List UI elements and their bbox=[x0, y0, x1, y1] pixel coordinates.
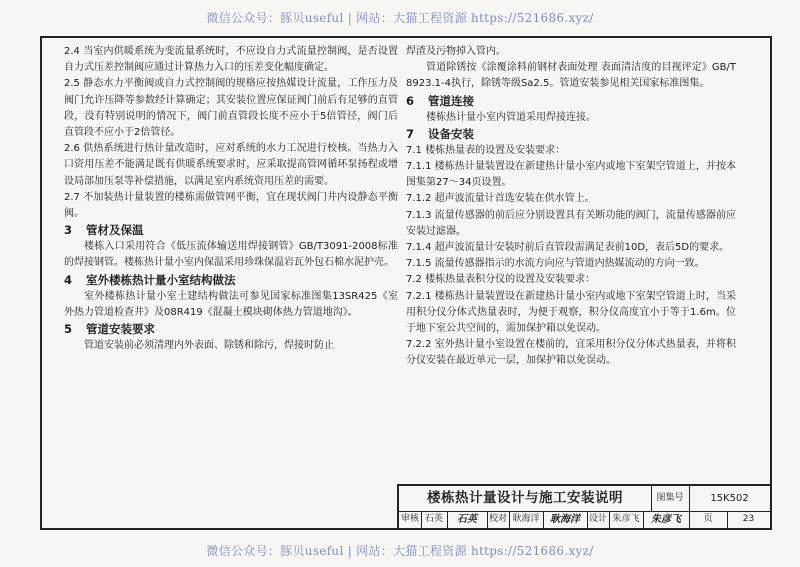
paragraph: 7.1.3 流量传感器的前后应分别设置具有关断功能的阀门，流量传感器前应安装过滤器。 bbox=[406, 209, 736, 237]
checker-name: 耿海洋 bbox=[509, 511, 544, 528]
section-heading bbox=[406, 93, 736, 110]
section-number: 4 bbox=[64, 272, 73, 287]
paragraph: 室外楼栋热计量小室土建结构做法可参见国家标准图集13SR425《室外热力管道检查井》及08R419《混凝土模块砌体热力管道地沟》。 bbox=[64, 290, 398, 318]
section-number: 5 bbox=[64, 322, 73, 337]
paragraph: 7.1 楼栋热量表的设置及安装要求： bbox=[406, 144, 566, 156]
paragraph: 7.2.2 室外热计量小室设置在楼前的，宜采用积分仪分体式热量表，并将积分仪安装在最近单元一层，加保护箱以免误动。 bbox=[406, 339, 736, 367]
atlas-number-label: 图集号 bbox=[651, 486, 690, 511]
section-heading bbox=[406, 126, 736, 143]
paragraph: 7.2 楼栋热量表积分仪的设置及安装要求： bbox=[406, 274, 596, 286]
atlas-number: 15K502 bbox=[710, 493, 749, 504]
section-number: 7 bbox=[406, 126, 415, 141]
section-heading bbox=[64, 272, 398, 289]
paragraph: 2.7 不加装热计量装置的楼栋需做管网平衡，宜在现状阀门井内设静态平衡阀。 bbox=[64, 191, 398, 220]
watermark-top: 微信公众号：豚贝useful | 网站：大猫工程资源 https://521686.xyz/ bbox=[206, 11, 594, 25]
section-title: 管道连接 bbox=[428, 93, 474, 108]
review-label: 审核 bbox=[399, 511, 422, 528]
paragraph: 7.2.1 楼栋热计量装置设在新建热计量小室内或地下室架空管道上时，当采用积分仪分体式热量表时，为便于观察，积分仪高度宜小于等于1.6m。位于地下室公共空间的，需加保护箱以免误动。 bbox=[406, 290, 736, 335]
title-block bbox=[397, 484, 770, 528]
watermark-bottom: 微信公众号：豚贝useful | 网站：大猫工程资源 https://521686.xyz/ bbox=[206, 544, 594, 558]
section-heading bbox=[64, 222, 398, 239]
section-title: 室外楼栋热计量小室结构做法 bbox=[86, 272, 236, 287]
reviewer-signature: 石英 bbox=[447, 511, 488, 528]
paragraph: 7.1.4 超声波流量计安装时前后直管段需满足表前10D，表后5D的要求。 bbox=[406, 242, 730, 254]
section-title: 设备安装 bbox=[428, 126, 474, 141]
checker-signature: 耿海洋 bbox=[543, 511, 588, 528]
section-title: 管材及保温 bbox=[86, 223, 144, 238]
designer-name: 朱彦飞 bbox=[609, 511, 644, 528]
drawing-title: 楼栋热计量设计与施工安装说明 bbox=[399, 486, 652, 511]
section-number: 3 bbox=[64, 223, 73, 238]
paragraph: 2.4 当室内供暖系统为变流量系统时，不应设自力式流量控制阀，是否设置自力式压差控制阀应通过计算热力入口的压差变化幅度确定。 bbox=[64, 46, 398, 74]
reviewer-name: 石英 bbox=[421, 511, 448, 528]
paragraph: 楼栋入口采用符合《低压流体输送用焊接钢管》GB/T3091-2008标准的焊接钢管。楼栋热计量小室内保温采用珍珠保温岩瓦外包石棉水泥护壳。 bbox=[64, 241, 398, 269]
paragraph: 7.1.5 流量传感器指示的水流方向应与管道内热媒流动的方向一致。 bbox=[406, 258, 705, 270]
left-text-column bbox=[64, 44, 398, 354]
paragraph: 楼栋热计量小室内管道采用焊接连接。 bbox=[426, 111, 596, 123]
paragraph: 7.1.2 超声波流量计首选安装在供水管上。 bbox=[406, 193, 595, 205]
paragraph: 管道安装前必须清理内外表面、除锈和除污，焊接时防止 bbox=[84, 340, 334, 352]
page-number: 23 bbox=[742, 514, 755, 524]
paragraph: 2.5 静态水力平衡阀或自力式控制阀的规格应按热媒设计流量，工作压力及阀门允许压降等参数经计算确定；其安装位置应保证阀门前后有足够的直管段，没有特别说明的情况下，阀门前直管段长度不应小于5倍管径，阀门后直管段不应小于2倍管径。 bbox=[64, 78, 398, 139]
section-heading bbox=[64, 321, 398, 338]
right-text-column bbox=[406, 44, 736, 370]
paragraph: 管道除锈按《涂覆涂料前钢材表面处理 表面清洁度的目视评定》GB/T 8923.1-4执行，除锈等级Sa2.5。管道安装参见相关国家标准图集。 bbox=[406, 62, 736, 90]
check-label: 校对 bbox=[487, 511, 510, 528]
page-label: 页 bbox=[689, 511, 728, 528]
paragraph: 焊渣及污物掉入管内。 bbox=[406, 46, 506, 57]
paragraph: 2.6 供热系统进行热计量改造时，应对系统的水力工况进行校核。当热力入口资用压差不能满足既有供暖系统要求时，应采取提高管网循环泵扬程或增设局部加压泵等补偿措施，以满足室内系统资用压差的需要。 bbox=[64, 143, 398, 187]
designer-signature: 朱彦飞 bbox=[643, 511, 690, 528]
paragraph: 7.1.1 楼栋热计量装置设在新建热计量小室内或地下室架空管道上，并按本图集第27～34页设置。 bbox=[406, 161, 736, 189]
section-title: 管道安装要求 bbox=[86, 322, 155, 337]
design-label: 设计 bbox=[587, 511, 610, 528]
section-number: 6 bbox=[406, 93, 415, 108]
